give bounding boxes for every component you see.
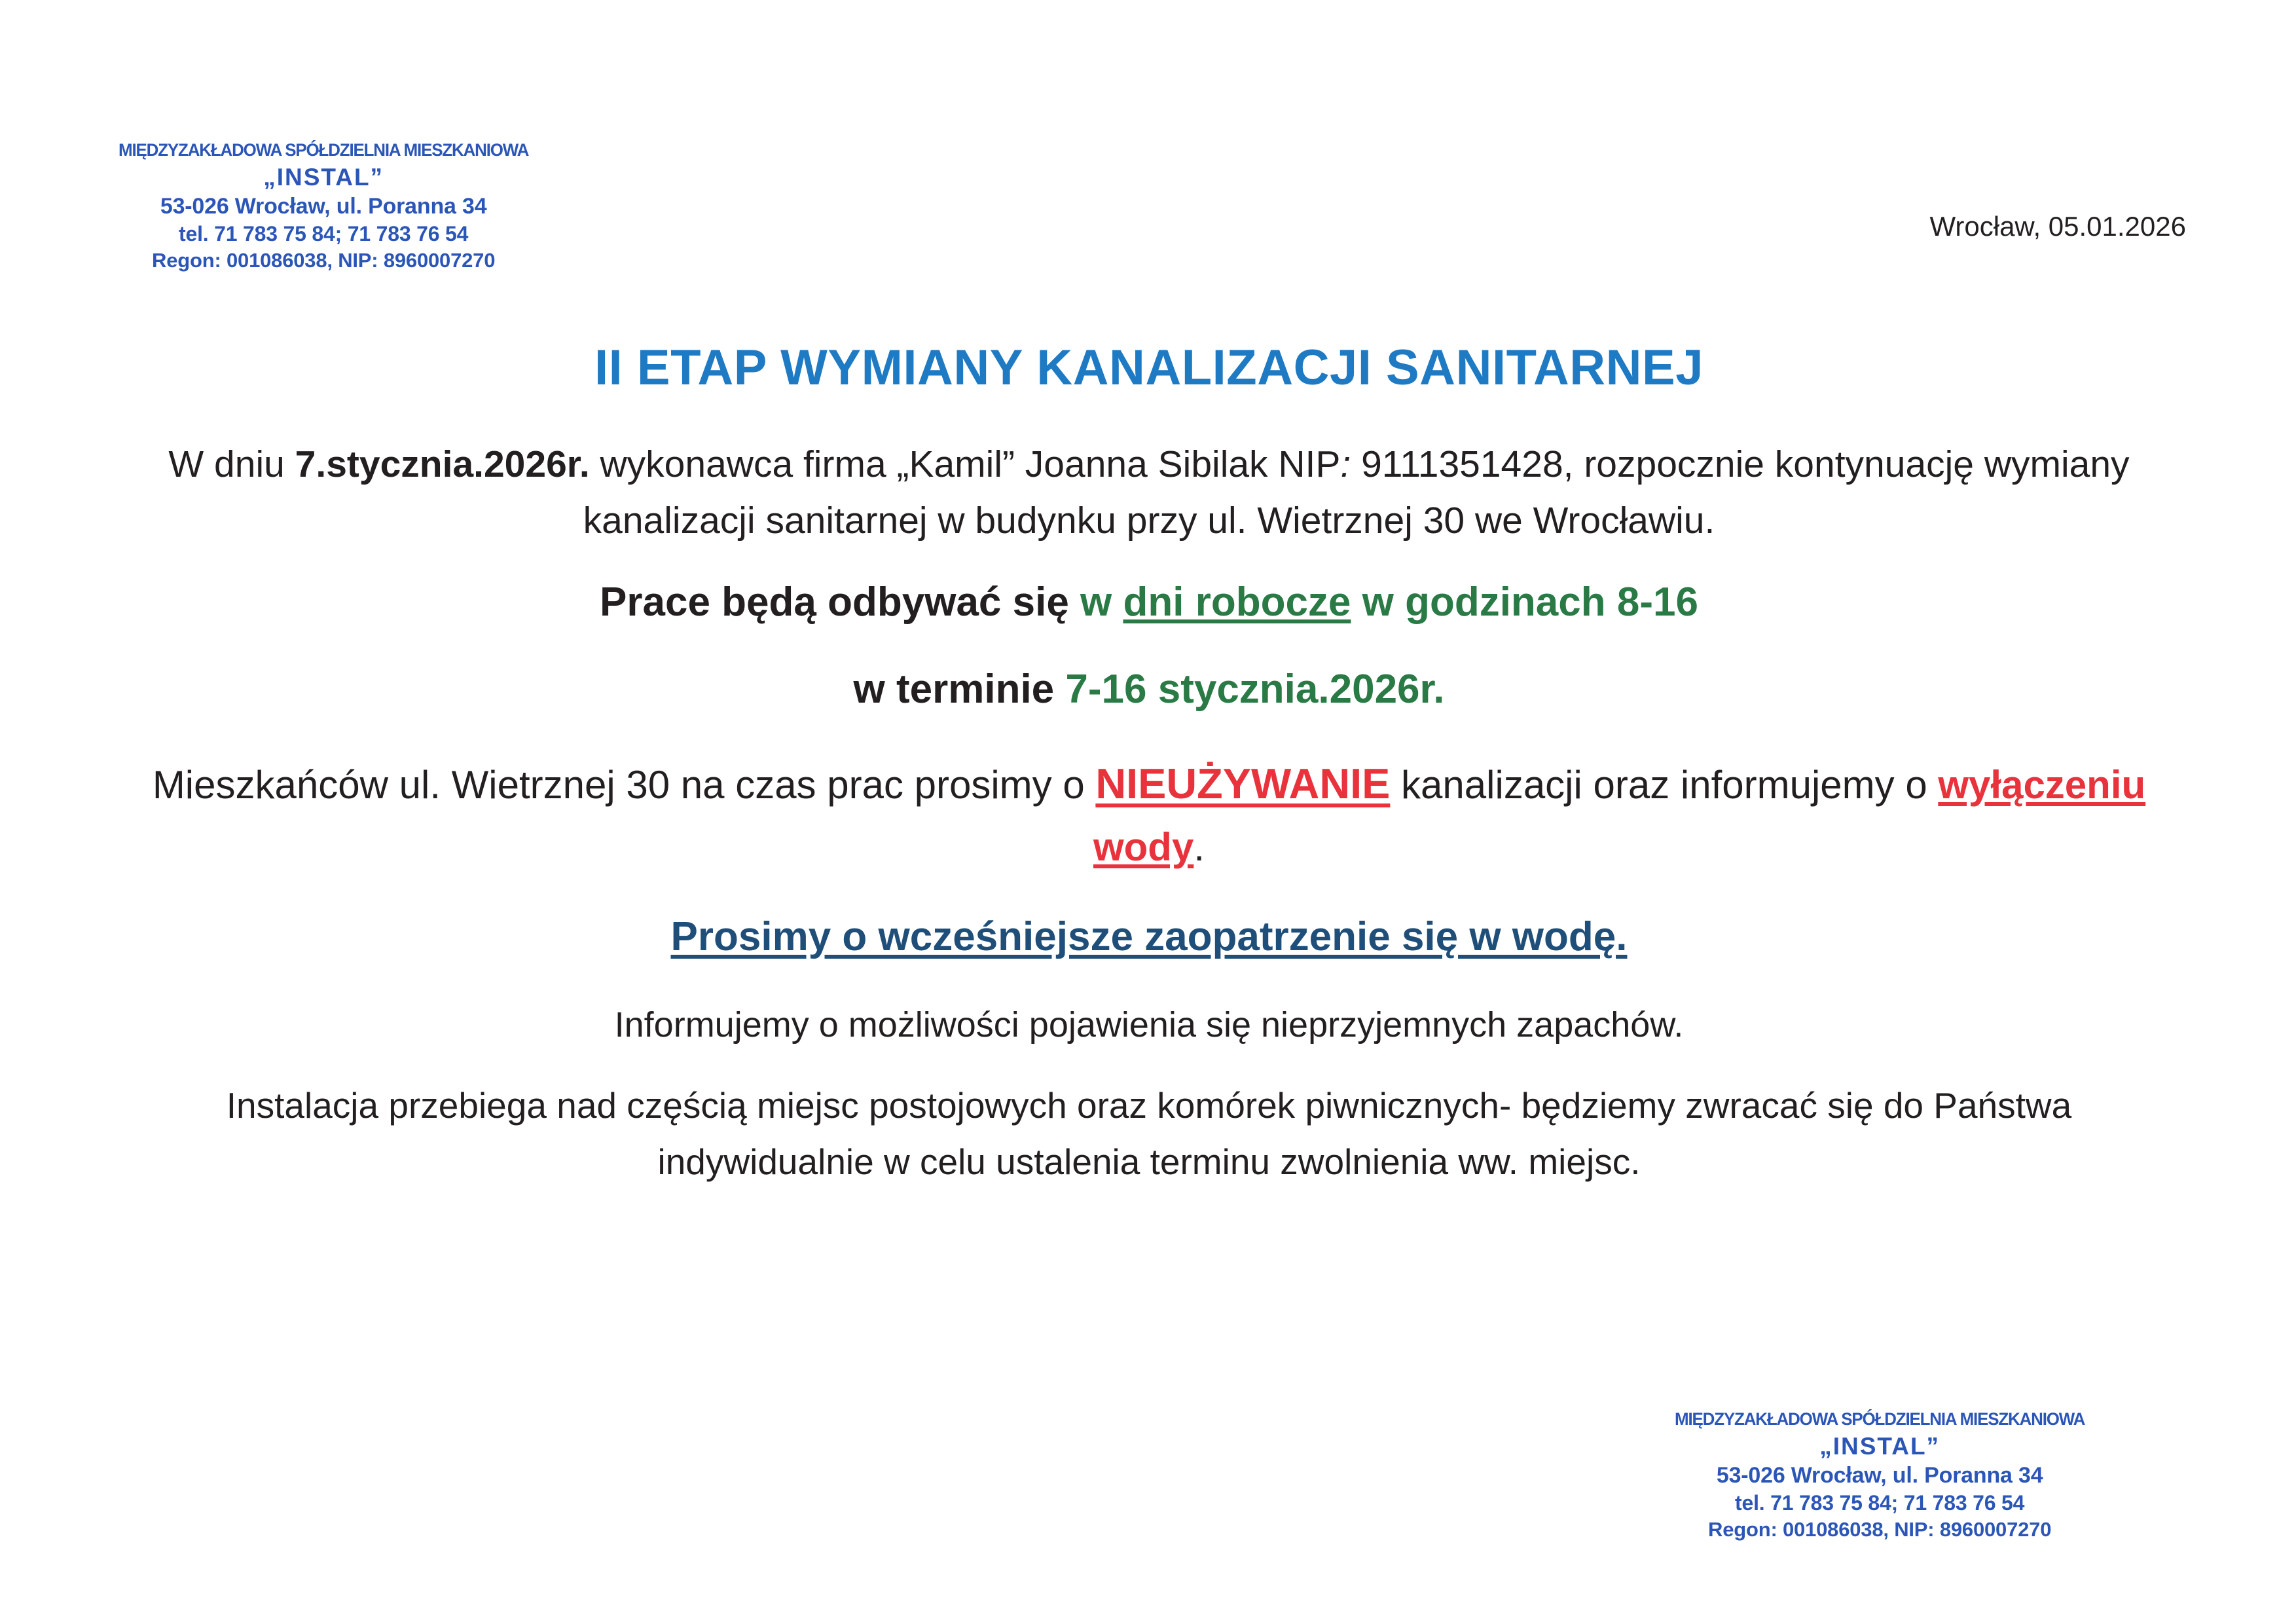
stamp-organization-line: MIĘDZYZAKŁADOWA SPÓŁDZIELNIA MIESZKANIOWA <box>1675 1409 2085 1429</box>
intro-text-c: 9111351428, rozpocznie kontynuację wymiany kanalizacji sanitarnej w budynku przy ul. Wietrznej 30 we Wrocławiu. <box>583 443 2130 542</box>
page-title: II ETAP WYMIANY KANALIZACJI SANITARNEJ <box>594 340 1704 396</box>
work-term-line <box>147 659 2151 720</box>
usage-notice-c: . <box>1194 825 1205 870</box>
document-date: Wrocław, 05.01.2026 <box>1929 211 2186 242</box>
working-hours-lead: Prace będą odbywać się <box>600 579 1081 625</box>
working-hours-value: w godzinach 8-16 <box>1351 579 1698 625</box>
usage-notice-paragraph <box>147 751 2151 877</box>
intro-text-a: W dniu <box>168 443 295 485</box>
stamp-address-line: 53-026 Wrocław, ul. Poranna 34 <box>1716 1462 2043 1488</box>
working-days-w: w <box>1080 579 1123 625</box>
usage-notice-b: kanalizacji oraz informujemy o <box>1390 762 1939 807</box>
stamp-phone-line: tel. 71 783 75 84; 71 783 76 54 <box>179 222 469 246</box>
stamp-ids-line: Regon: 001086038, NIP: 8960007270 <box>152 249 496 272</box>
work-term-lead: w terminie <box>853 666 1066 712</box>
stamp-ids-line: Regon: 001086038, NIP: 8960007270 <box>1708 1518 2052 1541</box>
document-body <box>147 341 2151 1190</box>
stamp-name-line: „INSTAL” <box>263 163 384 191</box>
company-stamp-bottom <box>1666 1408 2093 1543</box>
odor-information: Informujemy o możliwości pojawienia się nieprzyjemnych zapachów. <box>614 1005 1684 1045</box>
intro-paragraph <box>147 436 2151 549</box>
stamp-address-line: 53-026 Wrocław, ul. Poranna 34 <box>160 193 487 219</box>
do-not-use-warning: NIEUŻYWANIE <box>1095 759 1391 807</box>
stamp-name-line: „INSTAL” <box>1819 1432 1941 1460</box>
intro-colon: : <box>1340 443 1351 485</box>
usage-notice-a: Mieszkańców ul. Wietrznej 30 na czas prac prosimy o <box>152 762 1096 807</box>
work-start-date: 7.stycznia.2026r. <box>295 443 590 485</box>
company-stamp-top <box>110 139 537 274</box>
stamp-organization-line: MIĘDZYZAKŁADOWA SPÓŁDZIELNIA MIESZKANIOWA <box>118 140 529 160</box>
stamp-phone-line: tel. 71 783 75 84; 71 783 76 54 <box>1735 1491 2025 1515</box>
working-days-value: dni robocze <box>1123 579 1351 625</box>
water-shutoff-warning: wyłączeniu wody <box>1093 762 2146 870</box>
intro-text-b: wykonawca firma „Kamil” Joanna Sibilak NIP <box>589 443 1341 485</box>
work-term-value: 7-16 stycznia.2026r. <box>1065 666 1445 712</box>
working-hours-line <box>147 572 2151 633</box>
water-supply-request: Prosimy o wcześniejsze zaopatrzenie się w wodę. <box>670 914 1628 960</box>
parking-cellar-note: Instalacja przebiega nad częścią miejsc postojowych oraz komórek piwnicznych- będziemy zwracać się do Państwa indywidualnie w celu ustalenia terminu zwolnienia ww. miejsc. <box>226 1085 2072 1183</box>
